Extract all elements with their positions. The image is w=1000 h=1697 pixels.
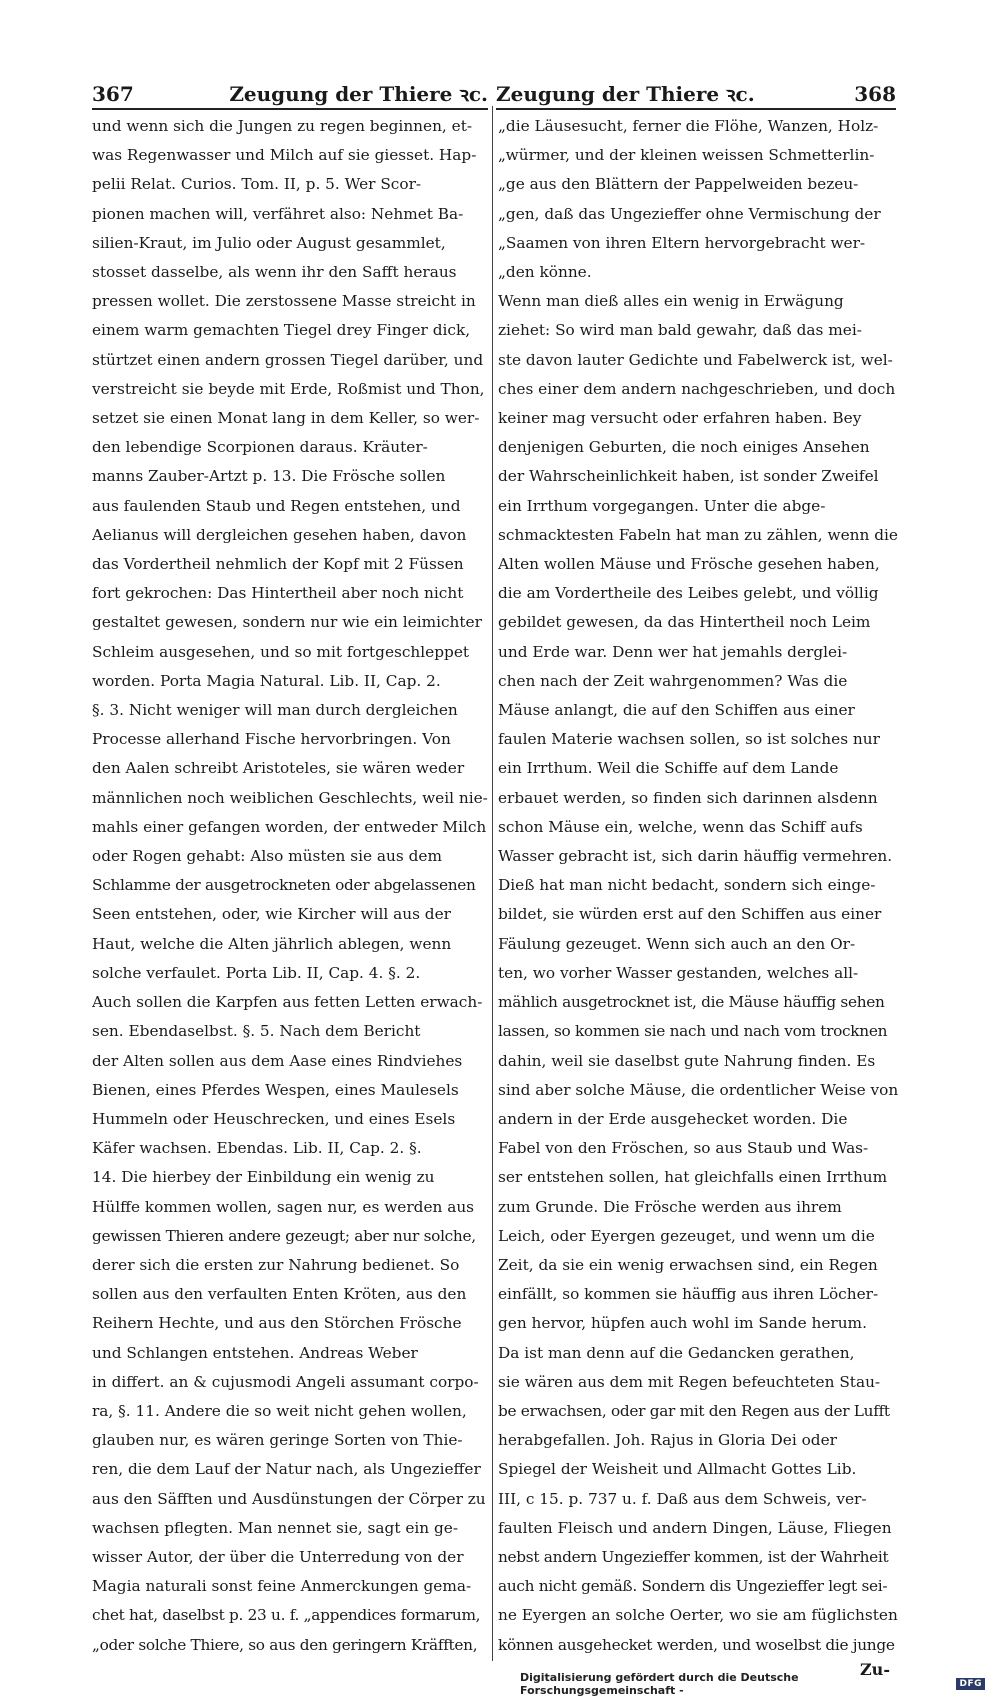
- text-line: Schleim ausgesehen, und so mit fortgeschleppet: [92, 638, 488, 667]
- text-line: was Regenwasser und Milch auf sie giesset. Hap-: [92, 141, 488, 170]
- text-line: ra, §. 11. Andere die so weit nicht gehen wollen,: [92, 1397, 488, 1426]
- text-line: glauben nur, es wären geringe Sorten von Thie-: [92, 1426, 488, 1455]
- text-line: der Wahrscheinlichkeit haben, ist sonder Zweifel: [498, 462, 898, 491]
- catchword: Zu-: [860, 1660, 890, 1679]
- left-text-column: [92, 112, 488, 1660]
- text-line: ein Irrthum. Weil die Schiffe auf dem Lande: [498, 754, 898, 783]
- text-line: sollen aus den verfaulten Enten Kröten, aus den: [92, 1280, 488, 1309]
- text-line: Hülffe kommen wollen, sagen nur, es werden aus: [92, 1193, 488, 1222]
- text-line: herabgefallen. Joh. Rajus in Gloria Dei oder: [498, 1426, 898, 1455]
- text-line: setzet sie einen Monat lang in dem Keller, so wer-: [92, 404, 488, 433]
- text-line: Reihern Hechte, und aus den Störchen Frösche: [92, 1309, 488, 1338]
- text-line: Fäulung gezeuget. Wenn sich auch an den Or-: [498, 930, 898, 959]
- text-line: sie wären aus dem mit Regen befeuchteten Stau-: [498, 1368, 898, 1397]
- text-line: Haut, welche die Alten jährlich ablegen, wenn: [92, 930, 488, 959]
- text-line: schon Mäuse ein, welche, wenn das Schiff aufs: [498, 813, 898, 842]
- text-line: und Erde war. Denn wer hat jemahls derglei-: [498, 638, 898, 667]
- text-line: pressen wollet. Die zerstossene Masse streicht in: [92, 287, 488, 316]
- text-line: das Vordertheil nehmlich der Kopf mit 2 Füssen: [92, 550, 488, 579]
- text-line: ne Eyergen an solche Oerter, wo sie am füglichsten: [498, 1601, 898, 1630]
- text-line: zum Grunde. Die Frösche werden aus ihrem: [498, 1193, 898, 1222]
- text-line: sind aber solche Mäuse, die ordentlicher Weise von: [498, 1076, 898, 1105]
- text-line: Seen entstehen, oder, wie Kircher will aus der: [92, 900, 488, 929]
- text-line: können ausgehecket werden, und woselbst die junge: [498, 1631, 898, 1660]
- text-line: pionen machen will, verfähret also: Nehmet Ba-: [92, 200, 488, 229]
- text-line: „den könne.: [498, 258, 898, 287]
- text-line: erbauet werden, so finden sich darinnen alsdenn: [498, 784, 898, 813]
- text-line: oder Rogen gehabt: Also müsten sie aus dem: [92, 842, 488, 871]
- text-line: wachsen pflegten. Man nennet sie, sagt ein ge-: [92, 1514, 488, 1543]
- footer-text: Digitalisierung gefördert durch die Deutsche Forschungsgemeinschaft -: [520, 1671, 952, 1697]
- text-line: chen nach der Zeit wahrgenommen? Was die: [498, 667, 898, 696]
- text-line: Leich, oder Eyergen gezeuget, und wenn um die: [498, 1222, 898, 1251]
- text-line: 14. Die hierbey der Einbildung ein wenig zu: [92, 1163, 488, 1192]
- text-line: der Alten sollen aus dem Aase eines Rindviehes: [92, 1047, 488, 1076]
- text-line: ein Irrthum vorgegangen. Unter die abge-: [498, 492, 898, 521]
- text-line: „gen, daß das Ungezieffer ohne Vermischung der: [498, 200, 898, 229]
- column-divider: [492, 106, 493, 1661]
- text-line: III, c 15. p. 737 u. f. Daß aus dem Schweis, ver-: [498, 1485, 898, 1514]
- text-line: aus faulenden Staub und Regen entstehen, und: [92, 492, 488, 521]
- text-line: Wenn man dieß alles ein wenig in Erwägung: [498, 287, 898, 316]
- text-line: Alten wollen Mäuse und Frösche gesehen haben,: [498, 550, 898, 579]
- text-line: Käfer wachsen. Ebendas. Lib. II, Cap. 2. §.: [92, 1134, 488, 1163]
- text-line: denjenigen Geburten, die noch einiges Ansehen: [498, 433, 898, 462]
- text-line: Hummeln oder Heuschrecken, und eines Esels: [92, 1105, 488, 1134]
- text-line: Spiegel der Weisheit und Allmacht Gottes Lib.: [498, 1455, 898, 1484]
- text-line: in differt. an & cujusmodi Angeli assumant corpo-: [92, 1368, 488, 1397]
- text-line: wisser Autor, der über die Unterredung von der: [92, 1543, 488, 1572]
- left-running-title: Zeugung der Thiere ꝛc.: [229, 80, 488, 108]
- text-line: keiner mag versucht oder erfahren haben. Bey: [498, 404, 898, 433]
- text-line: den lebendige Scorpionen daraus. Kräuter-: [92, 433, 488, 462]
- text-line: Zeit, da sie ein wenig erwachsen sind, ein Regen: [498, 1251, 898, 1280]
- text-line: „würmer, und der kleinen weissen Schmetterlin-: [498, 141, 898, 170]
- text-line: Mäuse anlangt, die auf den Schiffen aus einer: [498, 696, 898, 725]
- text-line: faulen Materie wachsen sollen, so ist solches nur: [498, 725, 898, 754]
- left-page-header: [92, 74, 488, 110]
- text-line: silien-Kraut, im Julio oder August gesammlet,: [92, 229, 488, 258]
- text-line: und Schlangen entstehen. Andreas Weber: [92, 1339, 488, 1368]
- text-line: einem warm gemachten Tiegel drey Finger dick,: [92, 316, 488, 345]
- text-line: nebst andern Ungezieffer kommen, ist der Wahrheit: [498, 1543, 898, 1572]
- text-line: „oder solche Thiere, so aus den geringern Kräfften,: [92, 1631, 488, 1660]
- text-line: „Saamen von ihren Eltern hervorgebracht wer-: [498, 229, 898, 258]
- text-line: solche verfaulet. Porta Lib. II, Cap. 4. §. 2.: [92, 959, 488, 988]
- text-line: be erwachsen, oder gar mit den Regen aus der Lufft: [498, 1397, 898, 1426]
- dfg-logo: DFG: [956, 1678, 985, 1690]
- text-line: ste davon lauter Gedichte und Fabelwerck ist, wel-: [498, 346, 898, 375]
- text-line: stürtzet einen andern grossen Tiegel darüber, und: [92, 346, 488, 375]
- text-line: einfällt, so kommen sie häuffig aus ihren Löcher-: [498, 1280, 898, 1309]
- text-line: bildet, sie würden erst auf den Schiffen aus einer: [498, 900, 898, 929]
- text-line: derer sich die ersten zur Nahrung bedienet. So: [92, 1251, 488, 1280]
- text-line: verstreicht sie beyde mit Erde, Roßmist und Thon,: [92, 375, 488, 404]
- text-line: manns Zauber-Artzt p. 13. Die Frösche sollen: [92, 462, 488, 491]
- text-line: gebildet gewesen, da das Hintertheil noch Leim: [498, 608, 898, 637]
- right-running-title: Zeugung der Thiere ꝛc.: [496, 80, 755, 108]
- text-line: gestaltet gewesen, sondern nur wie ein leimichter: [92, 608, 488, 637]
- text-line: faulten Fleisch und andern Dingen, Läuse, Fliegen: [498, 1514, 898, 1543]
- text-line: Auch sollen die Karpfen aus fetten Letten erwach-: [92, 988, 488, 1017]
- text-line: Aelianus will dergleichen gesehen haben, davon: [92, 521, 488, 550]
- text-line: pelii Relat. Curios. Tom. II, p. 5. Wer Scor-: [92, 170, 488, 199]
- text-line: ches einer dem andern nachgeschrieben, und doch: [498, 375, 898, 404]
- text-line: lassen, so kommen sie nach und nach vom trocknen: [498, 1017, 898, 1046]
- text-line: Dieß hat man nicht bedacht, sondern sich einge-: [498, 871, 898, 900]
- text-line: chet hat, daselbst p. 23 u. f. „appendices formarum,: [92, 1601, 488, 1630]
- text-line: „ge aus den Blättern der Pappelweiden bezeu-: [498, 170, 898, 199]
- text-line: worden. Porta Magia Natural. Lib. II, Cap. 2.: [92, 667, 488, 696]
- text-line: ten, wo vorher Wasser gestanden, welches all-: [498, 959, 898, 988]
- text-line: Magia naturali sonst feine Anmerckungen gema-: [92, 1572, 488, 1601]
- text-line: ren, die dem Lauf der Natur nach, als Ungezieffer: [92, 1455, 488, 1484]
- digitization-footer: [520, 1676, 985, 1692]
- text-line: den Aalen schreibt Aristoteles, sie wären weder: [92, 754, 488, 783]
- right-text-column: [498, 112, 898, 1660]
- text-line: und wenn sich die Jungen zu regen beginnen, et-: [92, 112, 488, 141]
- text-line: dahin, weil sie daselbst gute Nahrung finden. Es: [498, 1047, 898, 1076]
- text-line: sen. Ebendaselbst. §. 5. Nach dem Bericht: [92, 1017, 488, 1046]
- text-line: männlichen noch weiblichen Geschlechts, weil nie-: [92, 784, 488, 813]
- text-line: Wasser gebracht ist, sich darin häuffig vermehren.: [498, 842, 898, 871]
- text-line: mählich ausgetrocknet ist, die Mäuse häuffig sehen: [498, 988, 898, 1017]
- text-line: auch nicht gemäß. Sondern dis Ungezieffer legt sei-: [498, 1572, 898, 1601]
- text-line: aus den Säfften und Ausdünstungen der Cörper zu: [92, 1485, 488, 1514]
- text-line: die am Vordertheile des Leibes gelebt, und völlig: [498, 579, 898, 608]
- text-line: ziehet: So wird man bald gewahr, daß das mei-: [498, 316, 898, 345]
- text-line: Bienen, eines Pferdes Wespen, eines Maulesels: [92, 1076, 488, 1105]
- text-line: fort gekrochen: Das Hintertheil aber noch nicht: [92, 579, 488, 608]
- text-line: gewissen Thieren andere gezeugt; aber nur solche,: [92, 1222, 488, 1251]
- text-line: schmacktesten Fabeln hat man zu zählen, wenn die: [498, 521, 898, 550]
- right-page-header: [496, 74, 896, 110]
- text-line: mahls einer gefangen worden, der entweder Milch: [92, 813, 488, 842]
- text-line: Schlamme der ausgetrockneten oder abgelassenen: [92, 871, 488, 900]
- text-line: gen hervor, hüpfen auch wohl im Sande herum.: [498, 1309, 898, 1338]
- text-line: Fabel von den Fröschen, so aus Staub und Was-: [498, 1134, 898, 1163]
- text-line: Processe allerhand Fische hervorbringen. Von: [92, 725, 488, 754]
- text-line: Da ist man denn auf die Gedancken gerathen,: [498, 1339, 898, 1368]
- text-line: „die Läusesucht, ferner die Flöhe, Wanzen, Holz-: [498, 112, 898, 141]
- text-line: andern in der Erde ausgehecket worden. Die: [498, 1105, 898, 1134]
- left-page-number: 367: [92, 80, 134, 108]
- text-line: §. 3. Nicht weniger will man durch dergleichen: [92, 696, 488, 725]
- right-page-number: 368: [854, 80, 896, 108]
- text-line: ser entstehen sollen, hat gleichfalls einen Irrthum: [498, 1163, 898, 1192]
- text-line: stosset dasselbe, als wenn ihr den Safft heraus: [92, 258, 488, 287]
